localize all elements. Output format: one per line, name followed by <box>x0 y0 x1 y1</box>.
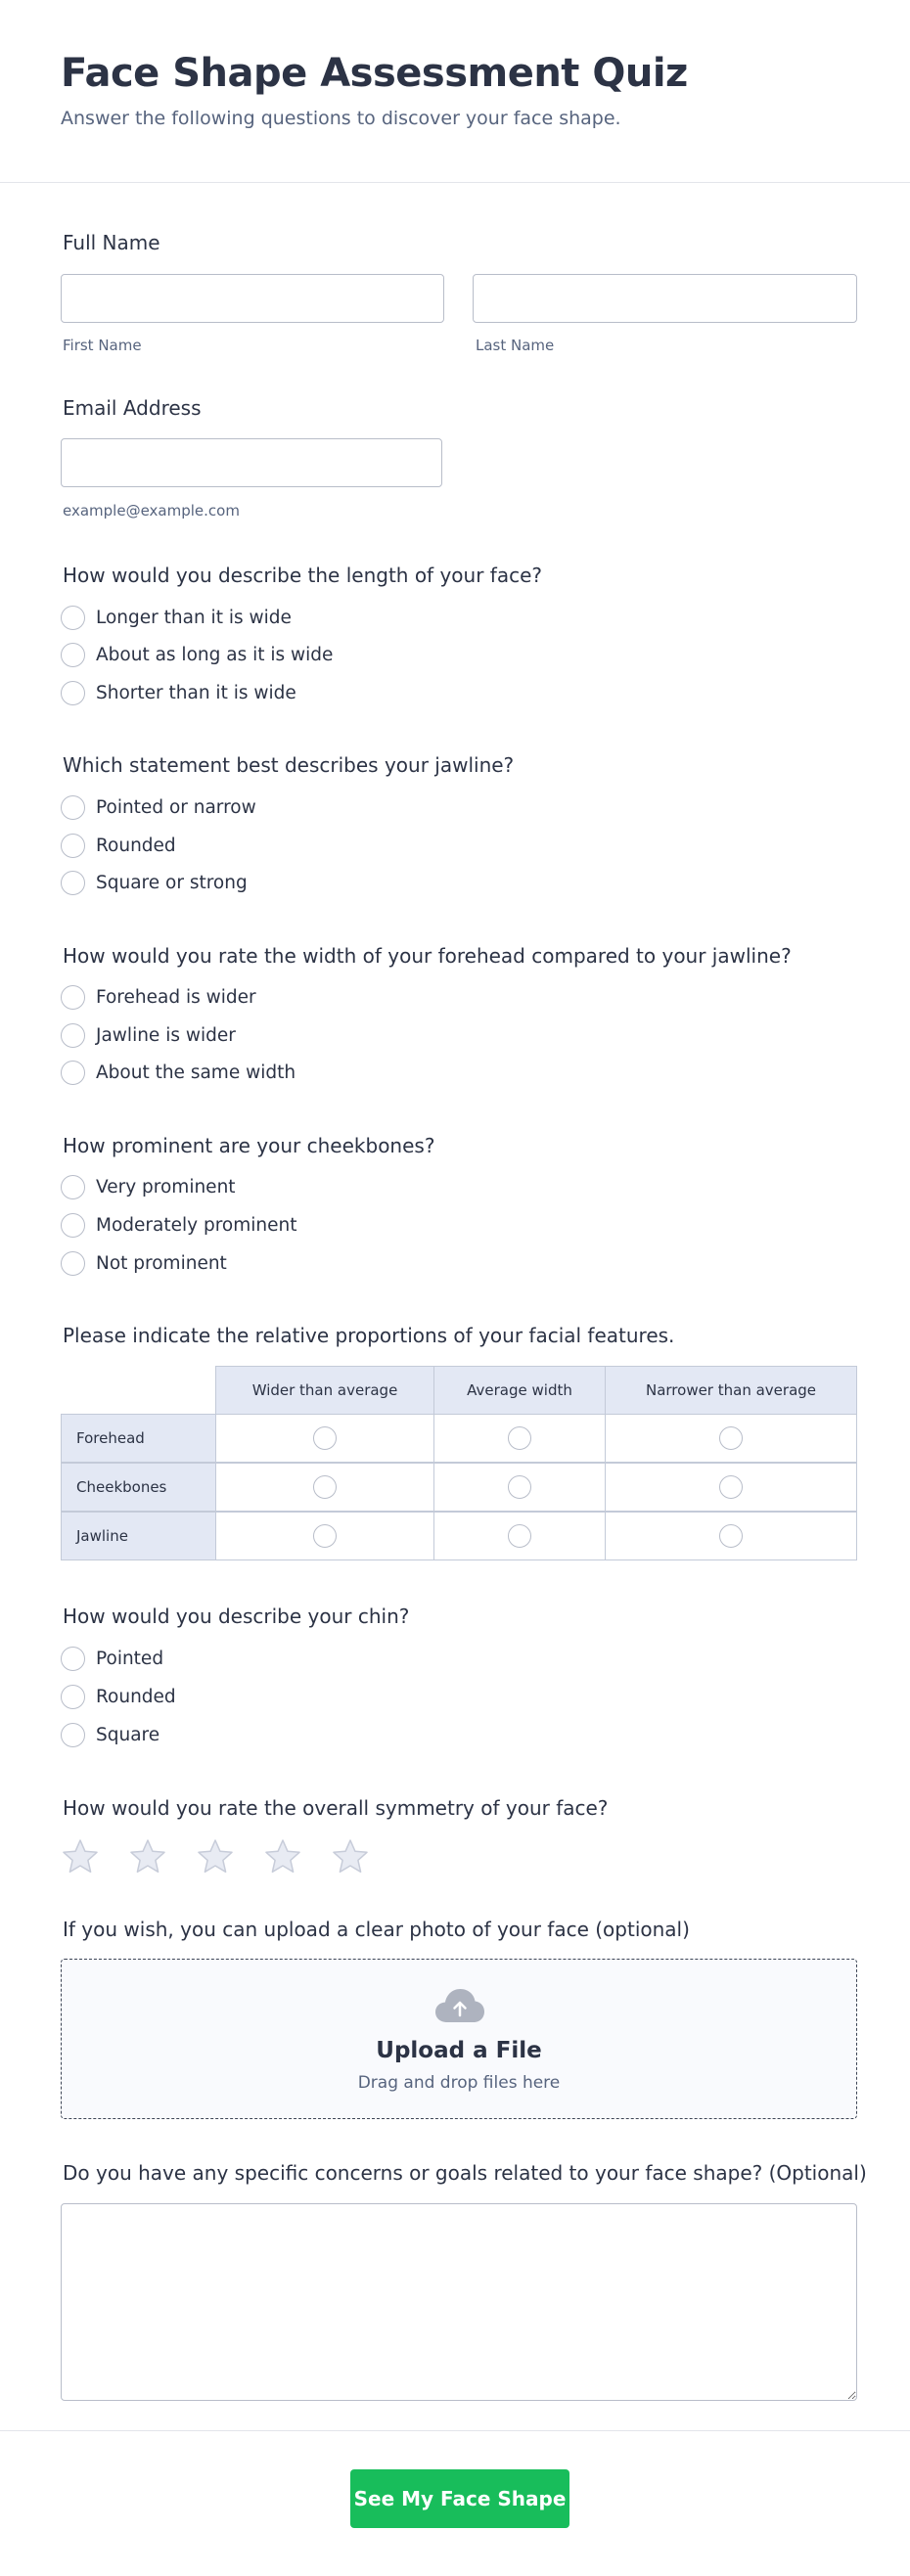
star-icon[interactable] <box>331 1837 370 1876</box>
chin-option-square[interactable]: Square <box>61 1720 159 1749</box>
star-rating <box>61 1837 398 1880</box>
cheekbones-option-moderate[interactable]: Moderately prominent <box>61 1210 296 1240</box>
page-subtitle: Answer the following questions to discover your face shape. <box>61 108 621 129</box>
matrix-cell[interactable] <box>215 1414 434 1463</box>
star-icon[interactable] <box>196 1837 235 1876</box>
matrix-column-header: Average width <box>433 1366 606 1415</box>
radio-button[interactable] <box>508 1475 531 1499</box>
radio-button[interactable] <box>61 1685 85 1709</box>
radio-button[interactable] <box>61 1023 85 1048</box>
matrix-row-label: Jawline <box>61 1512 217 1560</box>
radio-button[interactable] <box>61 1251 85 1276</box>
radio-button[interactable] <box>313 1475 337 1499</box>
email-sublabel: example@example.com <box>63 502 240 520</box>
last-name-sublabel: Last Name <box>476 337 555 354</box>
radio-button[interactable] <box>61 681 85 705</box>
radio-button[interactable] <box>719 1524 743 1548</box>
star-icon[interactable] <box>61 1837 100 1876</box>
radio-button[interactable] <box>61 1723 85 1747</box>
symmetry-question: How would you rate the overall symmetry of your face? <box>63 1796 609 1820</box>
radio-button[interactable] <box>61 871 85 895</box>
proportions-matrix <box>61 1366 857 1560</box>
cheekbones-option-very[interactable]: Very prominent <box>61 1172 236 1201</box>
radio-button[interactable] <box>61 834 85 858</box>
matrix-cell[interactable] <box>605 1463 857 1512</box>
radio-button[interactable] <box>313 1426 337 1450</box>
chin-question: How would you describe your chin? <box>63 1604 410 1628</box>
radio-button[interactable] <box>61 985 85 1010</box>
concerns-question: Do you have any specific concerns or goals related to your face shape? (Optional) <box>63 2161 867 2185</box>
radio-button[interactable] <box>61 1213 85 1238</box>
radio-button[interactable] <box>719 1475 743 1499</box>
radio-button[interactable] <box>313 1524 337 1548</box>
matrix-cell[interactable] <box>215 1463 434 1512</box>
form-header <box>0 0 910 183</box>
forehead-option-same[interactable]: About the same width <box>61 1058 296 1087</box>
radio-button[interactable] <box>61 1175 85 1199</box>
star-icon[interactable] <box>128 1837 167 1876</box>
radio-button[interactable] <box>719 1426 743 1450</box>
chin-option-rounded[interactable]: Rounded <box>61 1682 176 1711</box>
star-icon[interactable] <box>263 1837 302 1876</box>
proportions-question: Please indicate the relative proportions of your facial features. <box>63 1324 675 1347</box>
concerns-textarea[interactable] <box>61 2203 857 2401</box>
matrix-cell[interactable] <box>433 1463 606 1512</box>
matrix-cell[interactable] <box>605 1414 857 1463</box>
jawline-option-pointed[interactable]: Pointed or narrow <box>61 792 256 822</box>
matrix-cell[interactable] <box>605 1512 857 1560</box>
face-length-option-shorter[interactable]: Shorter than it is wide <box>61 678 296 707</box>
forehead-option-jawline-wider[interactable]: Jawline is wider <box>61 1020 236 1050</box>
upload-subtitle: Drag and drop files here <box>357 2073 561 2093</box>
radio-button[interactable] <box>61 1061 85 1085</box>
radio-button[interactable] <box>61 606 85 630</box>
file-upload-dropzone[interactable] <box>61 1959 857 2119</box>
matrix-cell[interactable] <box>433 1512 606 1560</box>
form-footer <box>0 2430 910 2576</box>
matrix-row-label: Forehead <box>61 1414 217 1463</box>
face-length-option-same[interactable]: About as long as it is wide <box>61 640 333 669</box>
radio-button[interactable] <box>61 795 85 820</box>
radio-button[interactable] <box>61 643 85 667</box>
email-input[interactable] <box>61 438 442 487</box>
forehead-option-wider[interactable]: Forehead is wider <box>61 982 256 1012</box>
jawline-option-rounded[interactable]: Rounded <box>61 831 176 860</box>
email-label: Email Address <box>63 396 202 420</box>
upload-title: Upload a File <box>376 2038 542 2063</box>
cheekbones-question: How prominent are your cheekbones? <box>63 1134 435 1157</box>
radio-button[interactable] <box>508 1426 531 1450</box>
full-name-label: Full Name <box>63 231 160 254</box>
upload-question: If you wish, you can upload a clear photo of your face (optional) <box>63 1918 690 1941</box>
matrix-cell[interactable] <box>215 1512 434 1560</box>
first-name-sublabel: First Name <box>63 337 142 354</box>
chin-option-pointed[interactable]: Pointed <box>61 1644 163 1673</box>
cheekbones-option-not[interactable]: Not prominent <box>61 1248 227 1278</box>
last-name-input[interactable] <box>473 274 857 323</box>
page-title: Face Shape Assessment Quiz <box>61 51 688 96</box>
jawline-question: Which statement best describes your jawline? <box>63 753 515 777</box>
radio-button[interactable] <box>508 1524 531 1548</box>
matrix-row-label: Cheekbones <box>61 1463 217 1512</box>
jawline-option-square[interactable]: Square or strong <box>61 868 248 897</box>
face-length-option-longer[interactable]: Longer than it is wide <box>61 603 292 632</box>
forehead-width-question: How would you rate the width of your forehead compared to your jawline? <box>63 944 792 968</box>
submit-button[interactable]: See My Face Shape <box>350 2469 569 2528</box>
radio-button[interactable] <box>61 1647 85 1671</box>
first-name-input[interactable] <box>61 274 444 323</box>
face-length-question: How would you describe the length of your face? <box>63 564 542 587</box>
matrix-column-header: Wider than average <box>215 1366 434 1415</box>
cloud-upload-icon <box>434 1987 485 2024</box>
matrix-cell[interactable] <box>433 1414 606 1463</box>
matrix-column-header: Narrower than average <box>605 1366 857 1415</box>
